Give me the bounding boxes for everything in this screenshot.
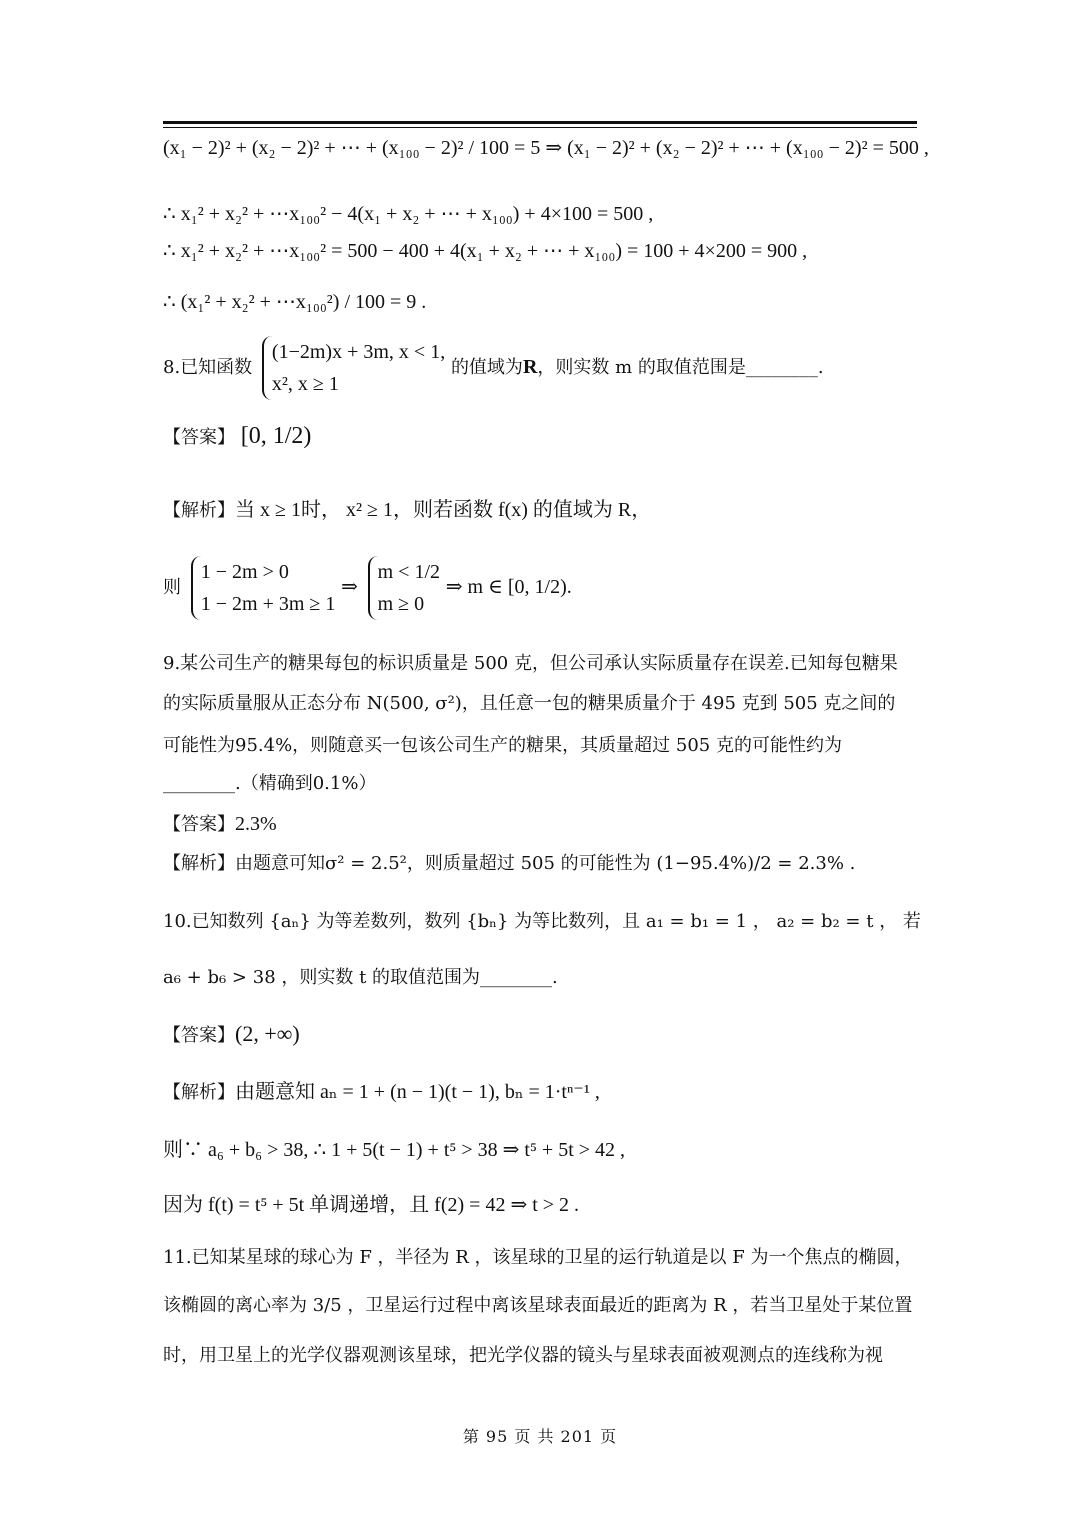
q11-text-1: 11.已知某星球的球心为 F ，半径为 R ，该星球的卫星的运行轨道是以 F 为一个焦点的椭圆， bbox=[163, 1247, 913, 1268]
q8-conclusion: ⇒ m ∈ [0, 1/2). bbox=[445, 576, 572, 598]
q8-system-1 bbox=[191, 556, 336, 620]
equation-line-4: ∴ (x₁² + x₂² + ⋯x₁₀₀²) / 100 = 9 . bbox=[163, 291, 427, 313]
q10-analysis-3: 因为 f(t) = t⁵ + 5t 单调递增，且 f(2) = 42 ⇒ t > 2 . bbox=[163, 1194, 580, 1216]
q8-answer-line bbox=[163, 424, 919, 450]
q9-analysis: 由题意可知σ² = 2.5²，则质量超过 505 的可能性为 (1−95.4%)/2 = 2.3% . bbox=[235, 853, 856, 874]
q10-line-1 bbox=[163, 910, 919, 934]
equation-line-2: ∴ x₁² + x₂² + ⋯x₁₀₀² − 4(x₁ + x₂ + ⋯ + x₁₀₀) + 4×100 = 500 , bbox=[163, 203, 654, 225]
q10-analysis-line-2 bbox=[163, 1138, 919, 1162]
q9-answer: 2.3% bbox=[235, 813, 277, 835]
q10-analysis-line-1 bbox=[163, 1080, 919, 1105]
q10-text-2: a₆ + b₆ > 38 ，则实数 t 的取值范围为________. bbox=[163, 967, 558, 988]
q8-stem-before: 已知函数 bbox=[180, 357, 253, 378]
page-footer: 第 95 页 共 201 页 bbox=[462, 1427, 618, 1446]
q8-case-1: (1−2m)x + 3m, x < 1, bbox=[271, 341, 446, 363]
q9-text-1: 9.某公司生产的糖果每包的标识质量是 500 克，但公司承认实际质量存在误差.已知每包糖果 bbox=[163, 653, 898, 674]
q9-analysis-label: 【解析】 bbox=[163, 853, 235, 874]
q9-text-3: 可能性为95.4%，则随意买一包该公司生产的糖果，其质量超过 505 克的可能性约为 bbox=[163, 735, 842, 756]
q8-system-1b: 1 − 2m + 3m ≥ 1 bbox=[200, 593, 336, 615]
solution-line-2 bbox=[163, 202, 919, 226]
q11-line-3 bbox=[163, 1344, 919, 1368]
q10-text-1: 10.已知数列 {aₙ} 为等差数列，数列 {bₙ} 为等比数列，且 a₁ = b₁ = 1 ， a₂ = b₂ = t ， 若 bbox=[163, 911, 921, 932]
question-8 bbox=[163, 336, 919, 400]
q8-case-2: x², x ≥ 1 bbox=[271, 373, 339, 395]
q9-analysis-line bbox=[163, 852, 919, 876]
q8-stem-after: 的值域为 bbox=[450, 357, 523, 378]
q11-line-1 bbox=[163, 1246, 919, 1270]
header-rule-thin bbox=[163, 127, 917, 128]
q8-system-2 bbox=[368, 556, 440, 620]
solution-line-3 bbox=[163, 239, 919, 263]
equation-line-1: (x₁ − 2)² + (x₂ − 2)² + ⋯ + (x₁₀₀ − 2)² / 100 = 5 ⇒ (x₁ − 2)² + (x₂ − 2)² + ⋯ + (x₁₀₀ − 2)² = 500 , bbox=[163, 137, 929, 159]
q11-text-2: 该椭圆的离心率为 3/5 ，卫星运行过程中离该星球表面最近的距离为 R ，若当卫星处于某位置 bbox=[163, 1295, 913, 1316]
q9-line-4 bbox=[163, 772, 919, 796]
q8-analysis-label: 【解析】 bbox=[163, 500, 235, 521]
solution-line-1 bbox=[163, 136, 929, 160]
q9-line-2 bbox=[163, 692, 919, 716]
q8-system-1a: 1 − 2m > 0 bbox=[200, 561, 289, 583]
q11-text-3: 时，用卫星上的光学仪器观测该星球，把光学仪器的镜头与星球表面被观测点的连线称为视 bbox=[163, 1345, 883, 1366]
q10-answer-label: 【答案】 bbox=[163, 1025, 235, 1046]
q8-analysis-line-2: 则 1 − 2m > 0 1 − 2m + 3m ≥ 1 ⇒ m < 1/2 m ≥ 0 ⇒ m ∈ [0, 1/2). bbox=[163, 556, 919, 620]
q9-line-1 bbox=[163, 652, 919, 676]
q9-answer-label: 【答案】 bbox=[163, 814, 235, 835]
q9-text-2: 的实际质量服从正态分布 N(500, σ²)，且任意一包的糖果质量介于 495 克到 505 克之间的 bbox=[163, 693, 896, 714]
q9-answer-line bbox=[163, 812, 919, 837]
q8-system-2a: m < 1/2 bbox=[377, 561, 441, 583]
q8-number: 8. bbox=[163, 357, 181, 378]
header-rule-thick bbox=[163, 121, 917, 124]
q10-answer-line bbox=[163, 1022, 919, 1048]
q9-line-3 bbox=[163, 734, 919, 758]
q9-text-4: ________.（精确到0.1%） bbox=[163, 773, 377, 794]
q8-piecewise bbox=[262, 336, 445, 400]
q8-stem-tail: ，则实数 m 的取值范围是________. bbox=[537, 357, 824, 378]
q10-analysis-label: 【解析】 bbox=[163, 1082, 235, 1103]
q10-analysis-2: 则∵ a₆ + b₆ > 38, ∴ 1 + 5(t − 1) + t⁵ > 38 ⇒ t⁵ + 5t > 42 , bbox=[163, 1139, 626, 1161]
equation-line-3: ∴ x₁² + x₂² + ⋯x₁₀₀² = 500 − 400 + 4(x₁ + x₂ + ⋯ + x₁₀₀) = 100 + 4×200 = 900 , bbox=[163, 240, 808, 262]
q8-set-r: R bbox=[522, 356, 538, 378]
q8-answer-label: 【答案】 bbox=[163, 427, 235, 448]
solution-line-4 bbox=[163, 290, 919, 314]
q10-line-2 bbox=[163, 966, 919, 990]
q8-system-2b: m ≥ 0 bbox=[377, 593, 425, 615]
q8-answer: [0, 1/2) bbox=[240, 423, 312, 449]
q11-line-2 bbox=[163, 1294, 919, 1318]
q10-analysis-1: 由题意知 aₙ = 1 + (n − 1)(t − 1), bₙ = 1·tⁿ⁻¹ , bbox=[235, 1081, 600, 1103]
q8-analysis-prefix: 则 bbox=[163, 577, 181, 598]
q10-analysis-line-3 bbox=[163, 1193, 919, 1217]
q8-analysis-line-1 bbox=[163, 498, 919, 523]
q10-answer: (2, +∞) bbox=[235, 1021, 300, 1046]
q8-analysis-1: 当 x ≥ 1时， x² ≥ 1，则若函数 f(x) 的值域为 R， bbox=[235, 499, 652, 521]
